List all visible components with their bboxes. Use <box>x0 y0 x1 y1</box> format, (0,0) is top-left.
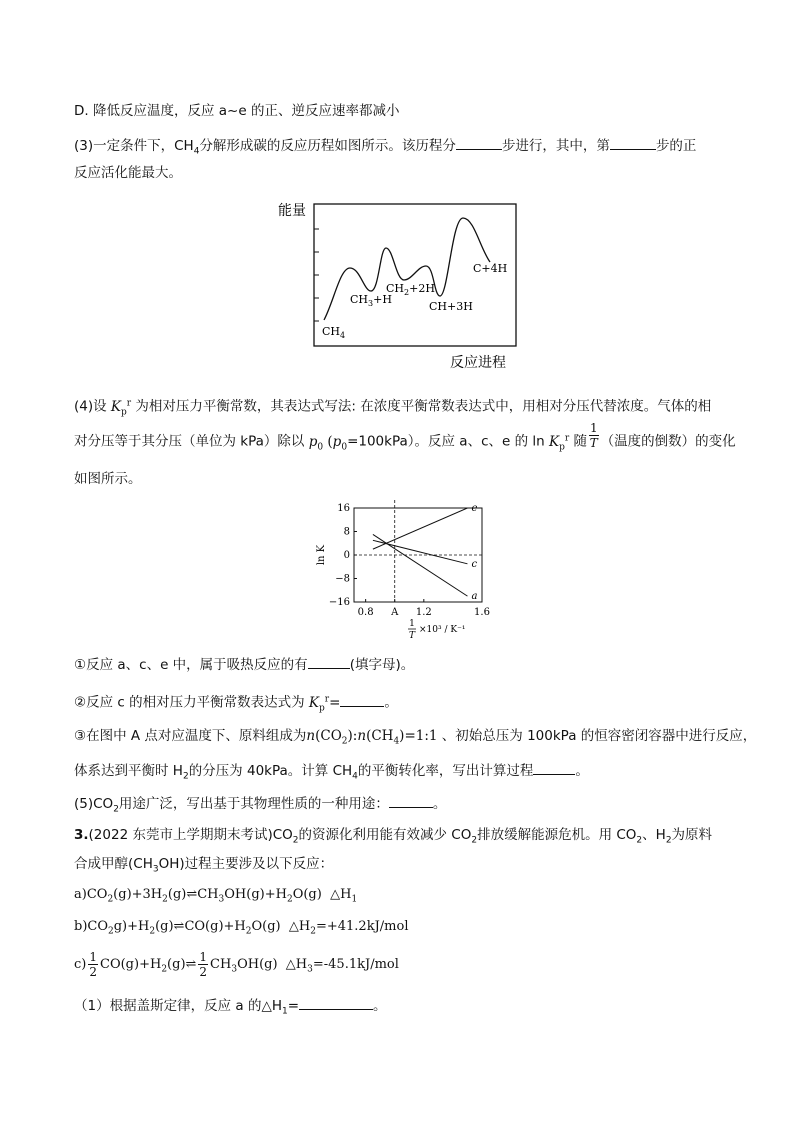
x-tick-label: 1.6 <box>474 607 490 618</box>
q3-part1: （1）根据盖斯定律，反应 a 的$\triangle H_1=$ 。 <box>74 995 387 1021</box>
q3-intro-line2: 合成甲醇$(CH_3OH)$过程主要涉及以下反应： <box>74 856 334 875</box>
label-ch3h: $CH_3+H$ <box>350 293 392 308</box>
reaction-a: $a)CO_2(g)+3H_2(g)\rightleftharpoons CH_3OH(g)+H_2O(g)$ $\triangle H_1$ <box>74 887 358 905</box>
answer-blank[interactable] <box>299 995 373 1010</box>
q2-part4: (4)设 $K_p^r$ 为相对压力平衡常数，其表达式写法: 在浓度平衡常数表达式中，用相对分压代替浓度。气体的相 <box>74 398 712 418</box>
lnk-chart <box>310 498 510 643</box>
q2-part4-line2: 对分压等于其分压（单位为 kPa）除以 $p_0$ $(p_0=100kPa)$。反应 a、c、e 的 $\ln K_p^r$ 随 $\frac{1}{T}$ （温度的倒数）的变化 <box>74 421 736 453</box>
y-tick-label: −8 <box>335 573 350 585</box>
q2-part3: (3)一定条件下，$CH_4$分解形成碳的反应历程如图所示。该历程分 步进行，其中，第 步的正 <box>74 135 696 161</box>
series-e-label: e <box>471 503 478 514</box>
energy-ylabel: 能量 <box>278 203 306 219</box>
y-tick-label: 8 <box>343 526 350 538</box>
series-e-line <box>373 508 468 549</box>
reaction-c: c) $\frac{1}{2}$ $CO(g)+H_2(g)\rightleftharpoons$ $\frac{1}{2}$ $CH_3OH(g)$ $\triangle H_3=-45.1kJ$/mol <box>74 950 399 979</box>
energy-xlabel: 反应进程 <box>450 355 506 371</box>
x-axis-label: ×10³ / K⁻¹ <box>419 625 466 635</box>
label-ch22h: $CH_2+2H$ <box>386 282 435 297</box>
item-2: ②反应 c 的相对压力平衡常数表达式为 $K_p^r=$ 。 <box>74 690 398 717</box>
label-c4h: C+4H <box>473 262 508 275</box>
y-tick-label: 0 <box>343 550 350 561</box>
q2-part5: $(5)CO_2$用途广泛，写出基于其物理性质的一种用途： 。 <box>74 793 446 819</box>
answer-blank[interactable] <box>610 135 656 150</box>
series-a-label: a <box>471 591 478 603</box>
x-axis-label-frac-num: 1 <box>409 619 415 629</box>
y-tick-label: −16 <box>328 597 350 608</box>
answer-blank[interactable] <box>340 692 384 707</box>
series-a-line <box>373 534 468 596</box>
energy-profile-chart <box>268 196 528 376</box>
x-tick-label: A <box>391 607 399 618</box>
x-axis-label-frac-den: T <box>408 631 416 641</box>
x-tick-label: 1.2 <box>415 607 432 618</box>
label-ch3h-2: CH+3H <box>429 300 473 313</box>
y-axis-label: ln K <box>316 544 327 566</box>
plot-frame <box>354 508 482 602</box>
answer-blank[interactable] <box>456 135 502 150</box>
q2-part3-cont: 反应活化能最大。 <box>74 165 182 181</box>
reaction-b: $b)CO_2g)+H_2(g)\rightleftharpoons CO(g)+H_2O(g)$ $\triangle H_2=+41.2kJ$/mol <box>74 919 409 937</box>
answer-blank[interactable] <box>533 760 575 775</box>
answer-blank[interactable] <box>308 654 350 669</box>
answer-blank[interactable] <box>389 793 433 808</box>
item-3-line2: 体系达到平衡时 $H_2$的分压为 40kPa。计算 $CH_4$的平衡转化率，写出计算过程 。 <box>74 760 589 786</box>
q3-intro: 3.(2022 东莞市上学期期末考试)$CO_2$的资源化利用能有效减少 $CO_2$排放缓解能源危机。用 $CO_2$、$H_2$为原料 <box>74 827 713 846</box>
y-tick-label: 16 <box>337 503 350 514</box>
item-1: ①反应 a、c、e 中，属于吸热反应的有 (填字母)。 <box>74 654 414 674</box>
option-d: D. 降低反应温度，反应 a~e 的正、逆反应速率都减小 <box>74 103 400 119</box>
label-ch4: $CH_4$ <box>322 325 346 340</box>
series-c-label: c <box>471 558 478 570</box>
item-3: ③在图中 A 点对应温度下、原料组成为$n(CO_2):n(CH_4)=1:1$ 、初始总压为 100kPa 的恒容密闭容器中进行反应， <box>74 728 757 747</box>
q2-part4-line3: 如图所示。 <box>74 471 142 487</box>
x-tick-label: 0.8 <box>357 607 374 618</box>
